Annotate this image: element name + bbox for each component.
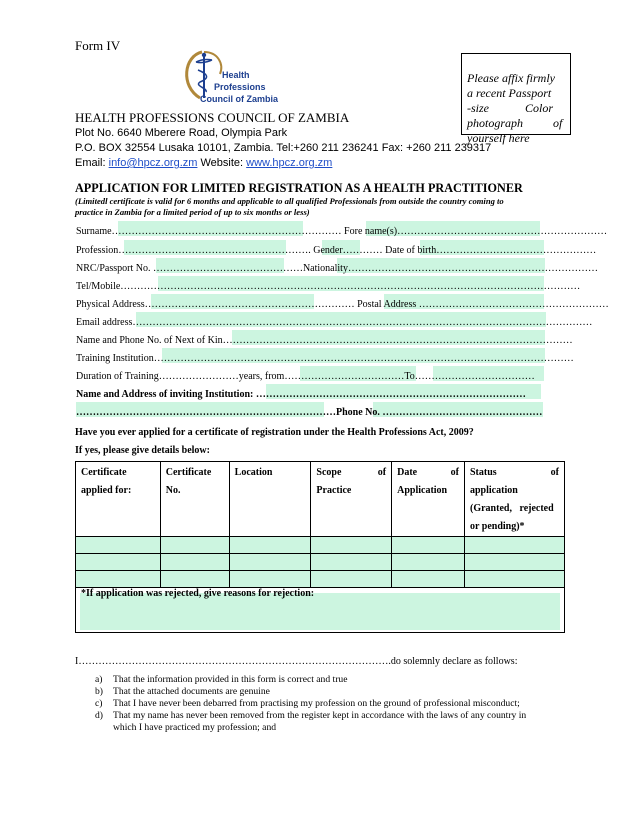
photo-line2: a recent Passport [467, 86, 552, 100]
col-status: Status of [470, 467, 559, 478]
org-web-line [75, 157, 332, 169]
list-item-cont: which I have practiced my profession; and [113, 722, 277, 733]
history-table [75, 461, 565, 633]
tel-label: Tel/Mobile [76, 281, 121, 292]
photo-line5: yourself here [467, 131, 530, 145]
history-if-yes: If yes, please give details below: [75, 445, 210, 456]
row-tel: Tel/Mobile………………………………………………………………………………………………………………………… [76, 281, 581, 292]
gender-label: Gender [313, 245, 343, 256]
logo-line3: Council of Zambia [200, 94, 279, 104]
surname-label: Surname [76, 226, 112, 237]
next-of-kin-label: Name and Phone No. of Next of Kin [76, 335, 223, 346]
row-address: Physical Address……………………………………………………… Postal Address ………………………………………………… [76, 299, 609, 310]
photo-line1: Please affix firmly [467, 71, 555, 85]
form-label: Form IV [75, 38, 121, 53]
profession-label: Profession [76, 245, 119, 256]
training-institution-label: Training Institution [76, 353, 154, 364]
row-duration: Duration of Training……………………years, from………………………………To……………………………… [76, 371, 535, 382]
logo-line1: Health [222, 70, 250, 80]
email-link[interactable]: info@hpcz.org.zm [108, 157, 198, 169]
subtitle-line1: (Limitedl certificate is valid for 6 months and applicable to all qualified Professionals from outside the country coming to [75, 196, 504, 206]
website-label: Website: [200, 157, 244, 169]
rejection-note: *If application was rejected, give reasons for rejection: [81, 588, 315, 599]
declaration-list [95, 674, 575, 734]
col-location: Location [234, 467, 273, 478]
rejection-row[interactable] [76, 588, 565, 633]
fore-names-label: Fore name(s) [344, 226, 398, 237]
declaration-i: I [75, 656, 79, 667]
col-scope-b: Practice [316, 485, 352, 496]
col-status-b: application (Granted, rejected or pending)* [470, 485, 554, 532]
org-address: Plot No. 6640 Mberere Road, Olympia Park [75, 127, 288, 139]
nrc-label: NRC/Passport No. [76, 263, 151, 274]
email-label: Email: [75, 157, 106, 169]
row-training: Training Institution……………………………………………………………………………………………………………… [76, 353, 574, 364]
postal-address-label: Postal Address [357, 299, 417, 310]
list-item: a) That the information provided in this form is correct and true [95, 674, 348, 685]
physical-address-label: Physical Address [76, 299, 145, 310]
table-row[interactable] [76, 554, 565, 571]
phone-no-label: Phone No. [336, 407, 380, 418]
col-date: Date of [397, 467, 459, 478]
duration-label: Duration of Training [76, 371, 159, 382]
photo-line3: -size Color [467, 101, 554, 115]
email-address-label: Email address [76, 317, 133, 328]
row-nrc: NRC/Passport No. ………………………………………Nationality………………………………………………………………… [76, 263, 598, 274]
row-profession: Profession…………………………………………………. Gender………… Date of birth………………………………………… [76, 245, 597, 256]
row-kin: Name and Phone No. of Next of Kin…………………………………………………………………………………………… [76, 335, 573, 346]
row-phone: ……………………………………………………………………Phone No. ………………………………………… [76, 407, 543, 418]
subtitle-line2: practice in Zambia for a limited period of up to six months or less) [75, 207, 310, 217]
nationality-label: Nationality [302, 263, 348, 274]
years-from-label: years, from [238, 371, 285, 382]
col-scope: Scope of [316, 467, 387, 478]
row-inviting: Name and Address of inviting Institution: ……………………………………………………………………… [76, 389, 526, 400]
hpcz-logo [174, 46, 294, 108]
col-date-b: Application [397, 485, 448, 496]
table-row[interactable] [76, 571, 565, 588]
declaration-tail: do solemnly declare as follows: [390, 656, 518, 667]
row-email: Email address………………………………………………………………………………………………………………………… [76, 317, 593, 328]
inviting-label: Name and Address of inviting Institution: [76, 389, 254, 400]
row-surname: Surname…………………………………………………………… Fore name(s)……………………………………………………… [76, 226, 608, 237]
list-item: b) That the attached documents are genuine [95, 686, 270, 697]
website-link[interactable]: www.hpcz.org.zm [246, 157, 333, 169]
to-label: To [404, 371, 415, 382]
page-title: APPLICATION FOR LIMITED REGISTRATION AS A HEALTH PRACTITIONER [75, 181, 523, 195]
photo-box[interactable] [461, 53, 571, 145]
col-cert-no: Certificate No. [165, 467, 212, 496]
history-header-row [76, 462, 565, 537]
photo-line4: photograph of [467, 116, 563, 130]
history-question: Have you ever applied for a certificate of registration under the Health Professions Act, 2009? [75, 427, 474, 438]
logo-line2: Professions [214, 82, 266, 92]
org-contact: P.O. BOX 32554 Lusaka 10101, Zambia. Tel:+260 211 236241 Fax: +260 211 239317 [75, 142, 492, 154]
col-cert-applied: Certificate applied for: [81, 467, 132, 496]
declaration-intro: I………………………………………………………………………………….do solemnly declare as follows: [75, 656, 518, 667]
org-name: HEALTH PROFESSIONS COUNCIL OF ZAMBIA [75, 110, 350, 125]
list-item: c) That I have never been debarred from practising my profession on the ground of professional misconduct; [95, 698, 520, 709]
table-row[interactable] [76, 537, 565, 554]
dob-label: Date of birth [385, 245, 437, 256]
list-item: d) That my name has never been removed from the register kept in accordance with the laws of any country in [95, 710, 527, 721]
